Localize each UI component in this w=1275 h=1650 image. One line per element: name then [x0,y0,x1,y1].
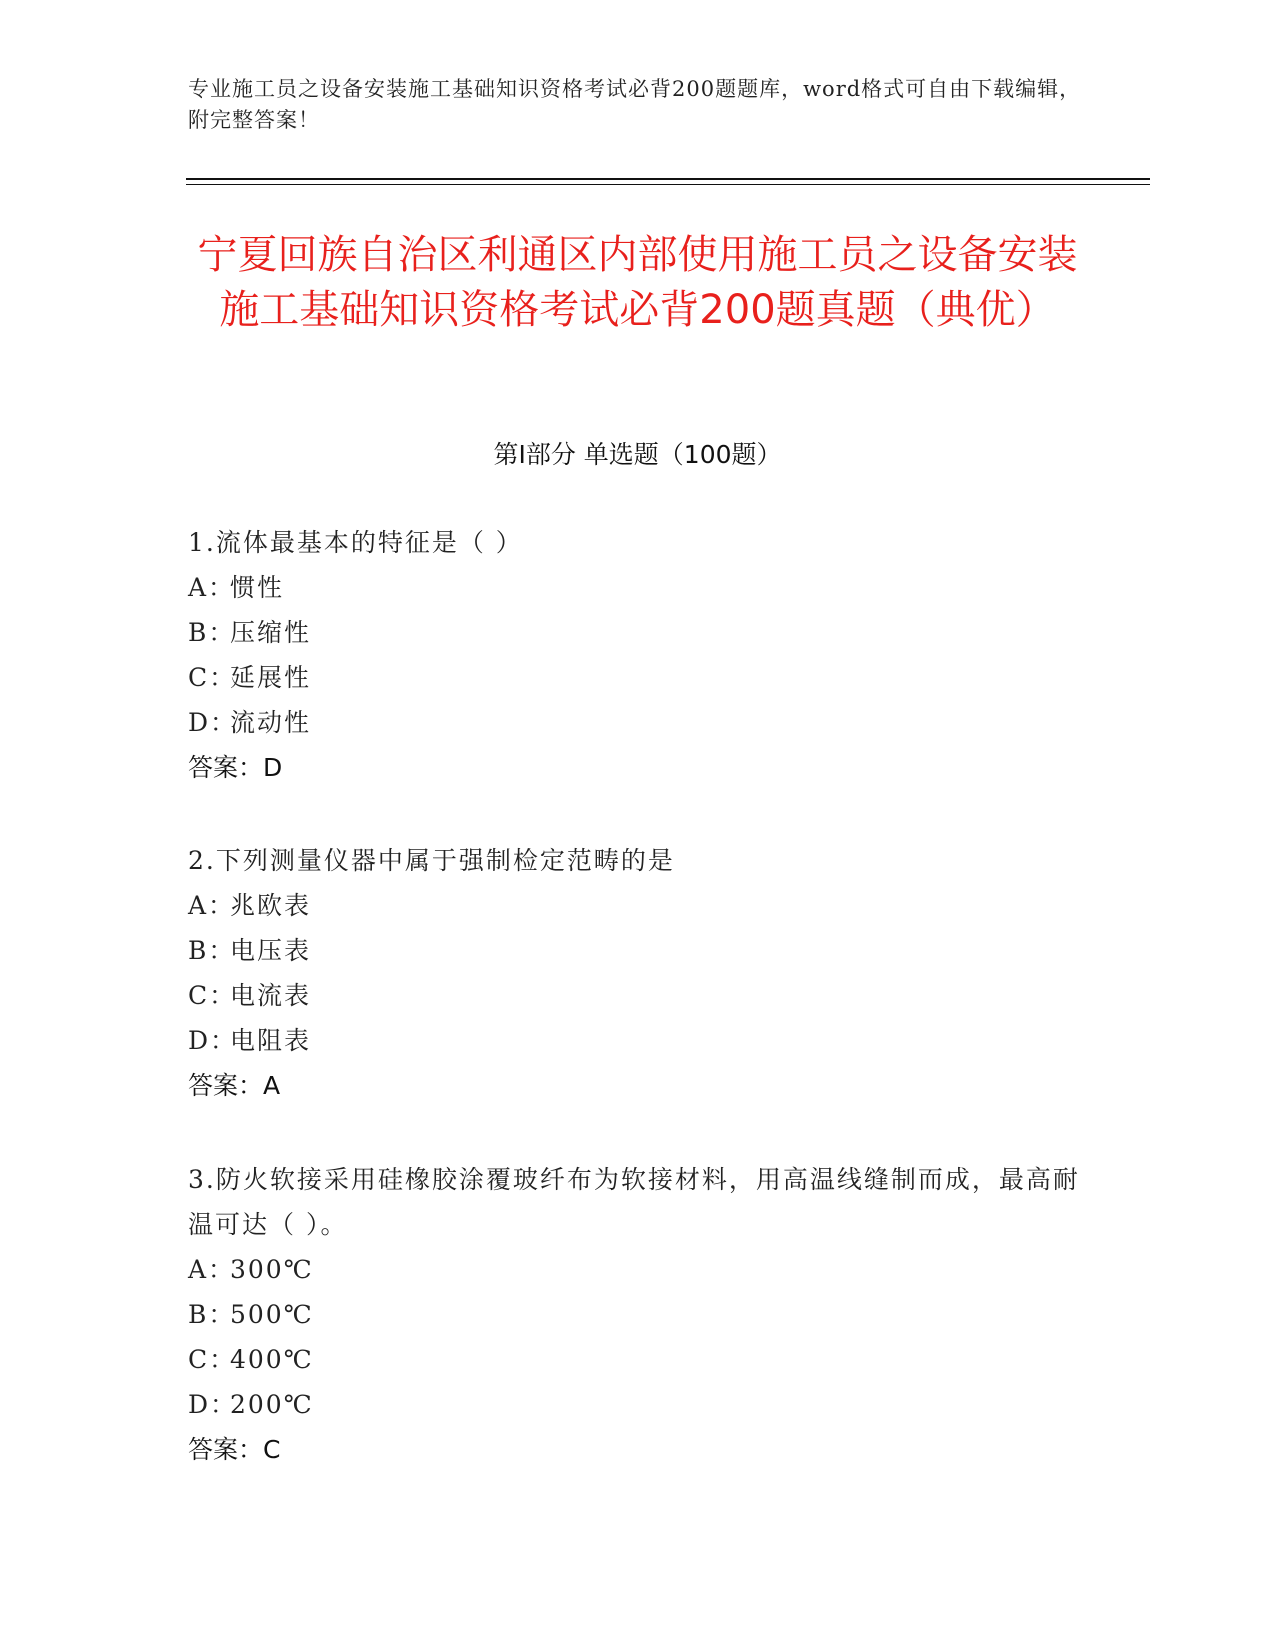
option-c [188,655,1088,700]
header-note: 专业施工员之设备安装施工基础知识资格考试必背200题题库，word格式可自由下载编辑，附完整答案！ [188,77,1082,132]
option-a [188,565,1088,610]
answer: 答案：D [188,753,283,782]
option-key: D： [188,1390,238,1419]
option-key: C： [188,981,237,1010]
document-title: 宁夏回族自治区利通区内部使用施工员之设备安装施工基础知识资格考试必背200题真题（典优） [197,232,1078,333]
option-key: C： [188,663,237,692]
section-title: 第I部分 单选题（100题） [493,440,782,469]
option-c [188,973,1088,1018]
option-key: A： [188,573,236,602]
option-d [188,700,1088,745]
answer: 答案：A [188,1071,281,1100]
option-text: 400℃ [230,1345,314,1374]
option-d [188,1018,1088,1063]
option-text: 延展性 [230,663,312,692]
option-text: 500℃ [230,1300,314,1329]
option-key: C： [188,1345,237,1374]
option-text: 电压表 [230,936,312,965]
option-key: B： [188,1300,236,1329]
option-text: 兆欧表 [230,891,312,920]
option-key: B： [188,936,236,965]
option-key: A： [188,1255,236,1284]
option-a [188,883,1088,928]
option-c [188,1337,1088,1382]
header-divider-thin [186,184,1150,185]
option-b [188,1292,1088,1337]
option-text: 电流表 [230,981,312,1010]
option-text: 电阻表 [230,1026,312,1055]
option-b [188,928,1088,973]
option-text: 300℃ [230,1255,314,1284]
header-divider-thick [186,178,1150,180]
question-3 [188,1157,1088,1472]
option-text: 流动性 [230,708,312,737]
option-b [188,610,1088,655]
option-key: D： [188,1026,238,1055]
option-text: 压缩性 [230,618,312,647]
option-a [188,1247,1088,1292]
question-stem: 1.流体最基本的特征是（ ） [188,528,523,557]
question-1 [188,520,1088,790]
option-d [188,1382,1088,1427]
question-2 [188,838,1088,1108]
option-key: A： [188,891,236,920]
option-text: 200℃ [230,1390,314,1419]
option-key: D： [188,708,238,737]
option-text: 惯性 [230,573,285,602]
option-key: B： [188,618,236,647]
answer: 答案：C [188,1435,281,1464]
question-stem: 3.防火软接采用硅橡胶涂覆玻纤布为软接材料，用高温线缝制而成，最高耐温可达（ ）。 [188,1165,1080,1239]
question-stem: 2.下列测量仪器中属于强制检定范畴的是 [188,846,675,875]
